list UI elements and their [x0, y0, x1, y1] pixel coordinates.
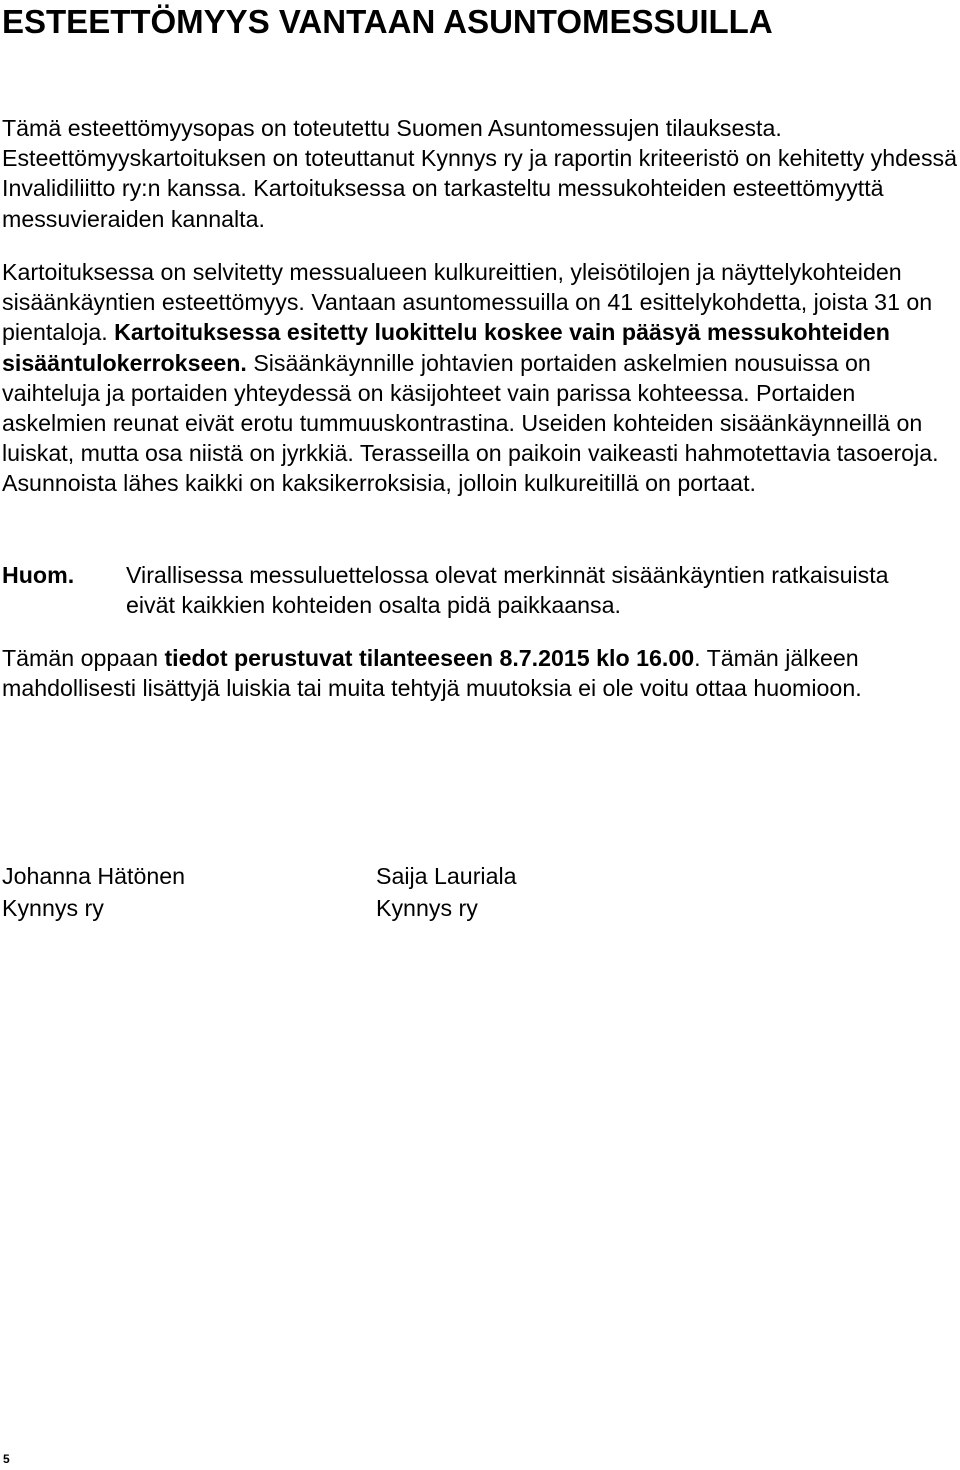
date-paragraph-text-1: Tämän oppaan — [2, 645, 165, 671]
survey-paragraph-text-2: Sisäänkäynnille johtavien portaiden askelmien nousuissa on vaihteluja ja portaiden yhteydessä on käsijohteet vain parissa kohteessa. Portaiden askelmien reunat eivät erotu tummuuskontrastina. Useiden kohteiden sisäänkäynneillä on luiskat, mutta osa niistä on jyrkkiä. Terasseilla on paikoin vaikeasti hahmotettavia tasoeroja. Asunnoista lähes kaikki on kaksikerroksisia, jolloin kulkureitillä on portaat. — [2, 349, 939, 497]
intro-paragraph: Tämä esteettömyysopas on toteutettu Suomen Asuntomessujen tilauksesta. Esteettömyyskartoituksen on toteuttanut Kynnys ry ja raportin kriteeristö on kehitetty yhdessä Invalidiliitto ry:n kanssa. Kartoituksessa on tarkasteltu messukohteiden esteettömyyttä messuvieraiden kannalta. — [2, 115, 958, 232]
survey-paragraph — [2, 257, 958, 499]
signature-name: Saija Lauriala — [376, 863, 517, 889]
signature-name: Johanna Hätönen — [2, 863, 186, 889]
signature-organization: Kynnys ry — [2, 895, 104, 921]
signature-block — [376, 860, 517, 924]
survey-paragraph-text-1: Kartoituksessa on selvitetty messualueen kulkureittien, yleisötilojen ja näyttelykohteiden sisäänkäyntien esteettömyys. Vantaan asuntomessuilla on 41 esittelykohdetta, joista 31 on pientaloja. — [2, 259, 933, 346]
signature-block — [2, 860, 185, 924]
note-label: Huom. — [2, 562, 75, 588]
date-paragraph-text-2: . Tämän jälkeen mahdollisesti lisättyjä luiskia tai muita tehtyjä muutoksia ei ole voitu ottaa huomioon. — [2, 645, 862, 702]
signature-organization: Kynnys ry — [376, 895, 478, 921]
page-title: ESTEETTÖMYYS VANTAAN ASUNTOMESSUILLA — [2, 3, 773, 40]
note-text: Virallisessa messuluettelossa olevat merkinnät sisäänkäyntien ratkaisuista eivät kaikkien kohteiden osalta pidä paikkaansa. — [126, 562, 889, 619]
page-number: 5 — [3, 1452, 10, 1466]
survey-paragraph-bold: Kartoituksessa esitetty luokittelu koskee vain pääsyä messukohteiden sisääntulokerrokseen. — [2, 319, 890, 376]
date-paragraph — [2, 643, 958, 703]
date-paragraph-bold: tiedot perustuvat tilanteeseen 8.7.2015 klo 16.00 — [164, 645, 695, 671]
